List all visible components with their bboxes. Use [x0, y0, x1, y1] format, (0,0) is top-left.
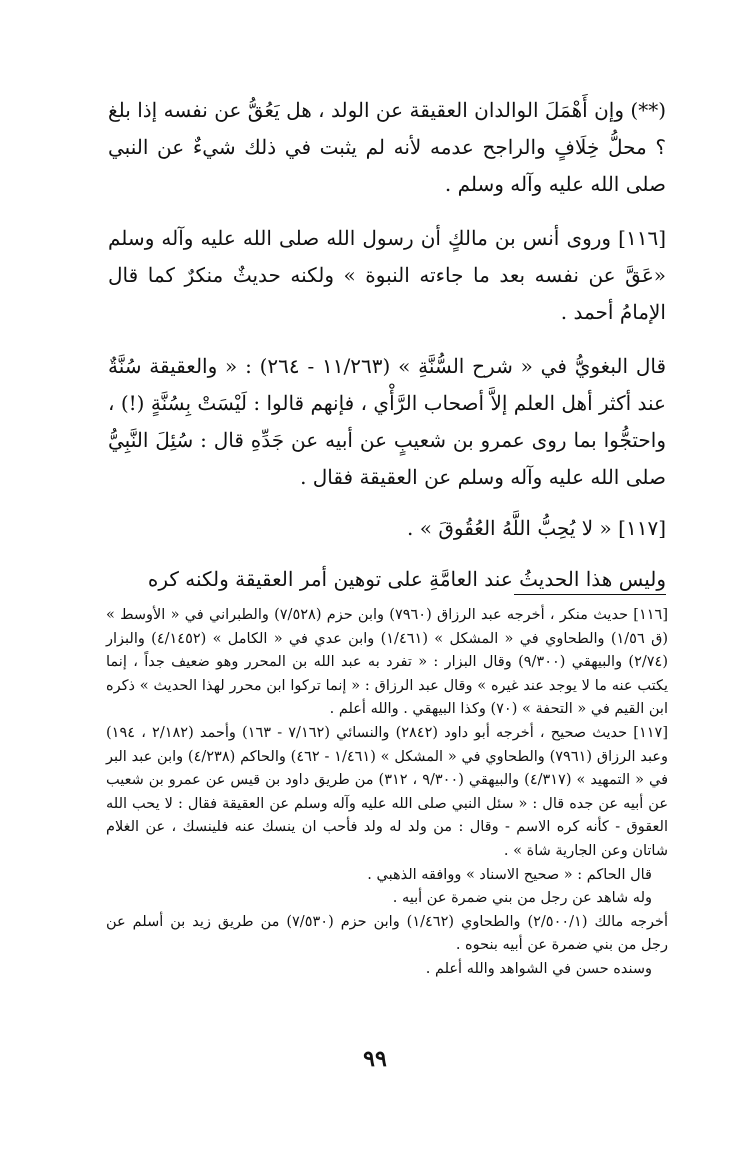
paragraph-baghawi-quote: قال البغويُّ في « شرح السُّنَّةِ » (١١/٢٦٣ - ٢٦٤) : « والعقيقة سُنَّةٌ عند أكثر أهل العلم إلاَّ أصحاب الرَّأْي ، فإنهم قالوا : لَيْسَتْ بِسُنَّةٍ (!) ، واحتجُّوا بما روى عمرو بن شعيبٍ عن أبيه عن جَدِّهِ قال : سُئِلَ النَّبِيُّ صلى الله عليه وآله وسلم عن العقيقة فقال . [108, 354, 666, 489]
paragraph-continuation: وليس هذا الحديثُ عند العامَّةِ على توهين أمر العقيقة ولكنه كره [147, 567, 666, 591]
paragraph-hadith-117: [١١٧] « لا يُحِبُّ اللَّهُ العُقُوقَ » . [407, 516, 666, 540]
footnotes [106, 604, 668, 982]
paragraph-hadith-116: [١١٦] وروى أنس بن مالكٍ أن رسول الله صلى الله عليه وآله وسلم «عَقَّ عن نفسه بعد ما جاءته النبوة » ولكنه حديثٌ منكرٌ كما قال الإمامُ أحمد . [108, 226, 666, 324]
paragraph-aqiqah-self: (**) وإن أَهْمَلَ الوالدان العقيقة عن الولد ، هل يَعُقُّ عن نفسه إذا بلغ ؟ محلُّ خِلَافٍ والراجح عدمه لأنه لم يثبت في ذلك شيءٌ عن النبي صلى الله عليه وآله وسلم . [108, 98, 666, 196]
footnote-117-grading: وسنده حسن في الشواهد والله أعلم . [425, 960, 652, 977]
footnote-117-hakim: قال الحاكم : « صحيح الاسناد » ووافقه الذهبي . [367, 866, 652, 883]
footnote-116: [١١٦] حديث منكر ، أخرجه عبد الرزاق (٧٩٦٠) وابن حزم (٧/٥٢٨) والطبراني في « الأوسط » (ق ١/٥٦) والطحاوي في « المشكل » (١/٤٦١) وابن عدي في « الكامل » (٤/١٤٥٢) والبزار (٢/٧٤) والبيهقي (٩/٣٠٠) وقال البزار : « تفرد به عبد الله بن المحرر وهو ضعيف جداً ، إنما يكتب عنه ما لا يوجد عند غيره » وقال عبد الرزاق : « إنما تركوا ابن محرر لهذا الحديث » ذكره ابن القيم في « التحفة » (٧٠) وكذا البيهقي . والله أعلم . [106, 607, 668, 718]
footnote-separator [514, 594, 666, 595]
main-text [108, 92, 666, 598]
footnote-117-witness: وله شاهد عن رجل من بني ضمرة عن أبيه . [392, 890, 652, 907]
page-number: ٩٩ [363, 1046, 387, 1072]
footnote-117-malik: أخرجه مالك (٢/٥٠٠/١) والطحاوي (١/٤٦٢) وابن حزم (٧/٥٣٠) من طريق زيد بن أسلم عن رجل من بني ضمرة عن أبيه بنحوه . [106, 913, 668, 954]
footnote-117: [١١٧] حديث صحيح ، أخرجه أبو داود (٢٨٤٢) والنسائي (٧/١٦٢ - ١٦٣) وأحمد (٢/١٨٢ ، ١٩٤) وعبد الرزاق (٧٩٦١) والطحاوي في « المشكل » (١/٤٦١ - ٤٦٢) والحاكم (٤/٢٣٨) وابن عبد البر في « التمهيد » (٤/٣١٧) والبيهقي (٩/٣٠٠ ، ٣١٢) من طريق داود بن قيس عن عمرو بن شعيب عن أبيه عن جده قال : « سئل النبي صلى الله عليه وآله وسلم عن العقيقة فقال : لا يحب الله العقوق - كأنه كره الاسم - وقال : من ولد له ولد فأحب ان ينسك عنه فلينسك ، عن الغلام شاتان وعن الجارية شاة » . [106, 724, 669, 859]
